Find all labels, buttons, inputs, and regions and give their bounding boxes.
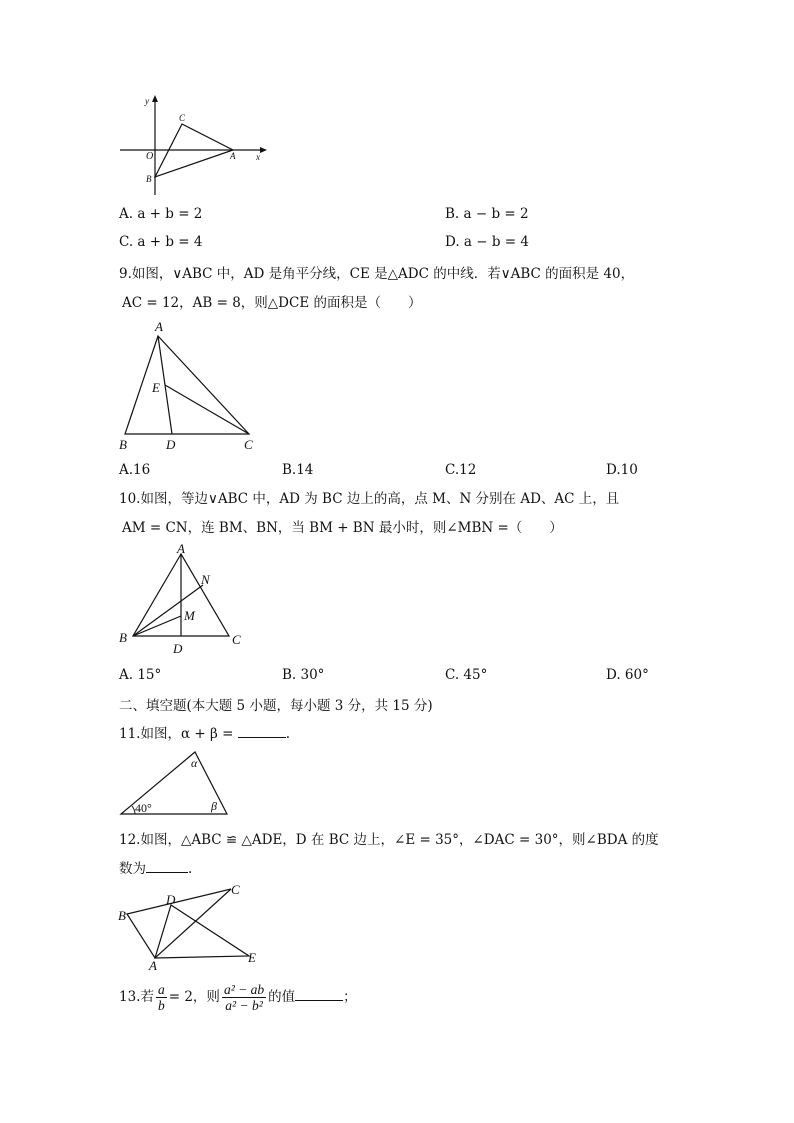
q11-text: 11.如图，α + β = bbox=[119, 726, 238, 742]
q8-x-label: x bbox=[256, 152, 260, 162]
q10-question-line2: AM = CN，连 BM、BN，当 BM + BN 最小时，则∠MBN =（ ） bbox=[122, 520, 563, 536]
q11-angle-40: 40° bbox=[135, 801, 152, 815]
q13-suffix: 的值 bbox=[268, 989, 296, 1005]
q9-option-c: C.12 bbox=[445, 462, 477, 478]
q9-option-d: D.10 bbox=[606, 462, 638, 478]
q8-label-b: B bbox=[146, 174, 152, 184]
q8-option-c: C. a + b = 4 bbox=[119, 234, 203, 250]
q12-label-d: D bbox=[166, 892, 176, 907]
q8-label-o: O bbox=[146, 151, 154, 162]
q9-option-a: A.16 bbox=[119, 462, 151, 478]
q11-question bbox=[119, 722, 290, 742]
q8-option-b: B. a − b = 2 bbox=[445, 206, 529, 222]
q12-answer-blank[interactable] bbox=[146, 860, 188, 873]
q10-label-m: M bbox=[184, 608, 195, 623]
q12-label-b: B bbox=[118, 908, 126, 923]
q12-congruent-figure bbox=[115, 880, 275, 972]
q8-option-d: D. a − b = 4 bbox=[445, 234, 529, 250]
q13-mid: = 2，则 bbox=[168, 989, 220, 1005]
q8-y-label: y bbox=[145, 96, 149, 106]
q13-end: ； bbox=[343, 989, 357, 1005]
q11-triangle-figure bbox=[115, 746, 235, 818]
q13-fraction-a-over-b: $\frac{a}{b}$ bbox=[157, 982, 165, 1013]
q11-alpha-label: α bbox=[191, 756, 198, 770]
q12-label-c: C bbox=[231, 882, 240, 897]
q12-question-line2 bbox=[119, 857, 192, 877]
q9-triangle-figure bbox=[115, 316, 265, 454]
q10-label-n: N bbox=[201, 572, 210, 587]
q12-label-a: A bbox=[149, 958, 157, 972]
q9-label-d: D bbox=[166, 437, 176, 452]
q8-label-a: A bbox=[230, 151, 236, 161]
q9-question-line1: 9.如图，∨ABC 中，AD 是角平分线，CE 是△ADC 的中线．若∨ABC 的面积是 40， bbox=[119, 266, 635, 282]
q11-beta-label: β bbox=[211, 799, 217, 813]
q13-question bbox=[119, 982, 357, 1013]
q10-label-a: A bbox=[177, 541, 185, 556]
q10-option-c: C. 45° bbox=[445, 667, 488, 683]
q12-end: . bbox=[188, 861, 193, 877]
q10-label-d: D bbox=[173, 641, 183, 656]
q9-question-line2: AC = 12，AB = 8，则△DCE 的面积是（ ） bbox=[122, 295, 422, 311]
q8-option-a: A. a + b = 2 bbox=[119, 206, 203, 222]
q10-option-d: D. 60° bbox=[606, 667, 649, 683]
q8-coordinate-figure bbox=[115, 92, 270, 200]
q10-label-b: B bbox=[119, 630, 127, 645]
q10-equilateral-figure bbox=[115, 540, 255, 658]
q13-fraction-expression: $\frac{\text{a² − ab}}{\text{a² − b²}}$ bbox=[223, 982, 265, 1013]
q13-answer-blank[interactable] bbox=[295, 988, 343, 1001]
q13-prefix: 13.若 bbox=[119, 989, 154, 1005]
q9-option-b: B.14 bbox=[282, 462, 314, 478]
q11-end: . bbox=[285, 726, 290, 742]
q9-label-b: B bbox=[119, 437, 127, 452]
q12-line2-text: 数为 bbox=[119, 861, 146, 877]
q10-question-line1: 10.如图，等边∨ABC 中，AD 为 BC 边上的高，点 M、N 分别在 AD、AC 上，且 bbox=[119, 491, 620, 507]
section-2-title: 二、填空题(本大题 5 小题，每小题 3 分，共 15 分) bbox=[119, 698, 433, 714]
q12-question-line1: 12.如图，△ABC ≌ △ADE，D 在 BC 边上，∠E = 35°，∠DAC = 30°，则∠BDA 的度 bbox=[119, 832, 659, 848]
q9-label-c: C bbox=[244, 437, 253, 452]
q9-label-e: E bbox=[152, 380, 160, 395]
q11-answer-blank[interactable] bbox=[238, 725, 286, 738]
q10-option-a: A. 15° bbox=[119, 667, 162, 683]
q8-label-c: C bbox=[179, 113, 186, 123]
q9-label-a: A bbox=[155, 319, 163, 334]
q10-label-c: C bbox=[232, 632, 241, 647]
q12-label-e: E bbox=[248, 950, 256, 965]
q10-option-b: B. 30° bbox=[282, 667, 325, 683]
